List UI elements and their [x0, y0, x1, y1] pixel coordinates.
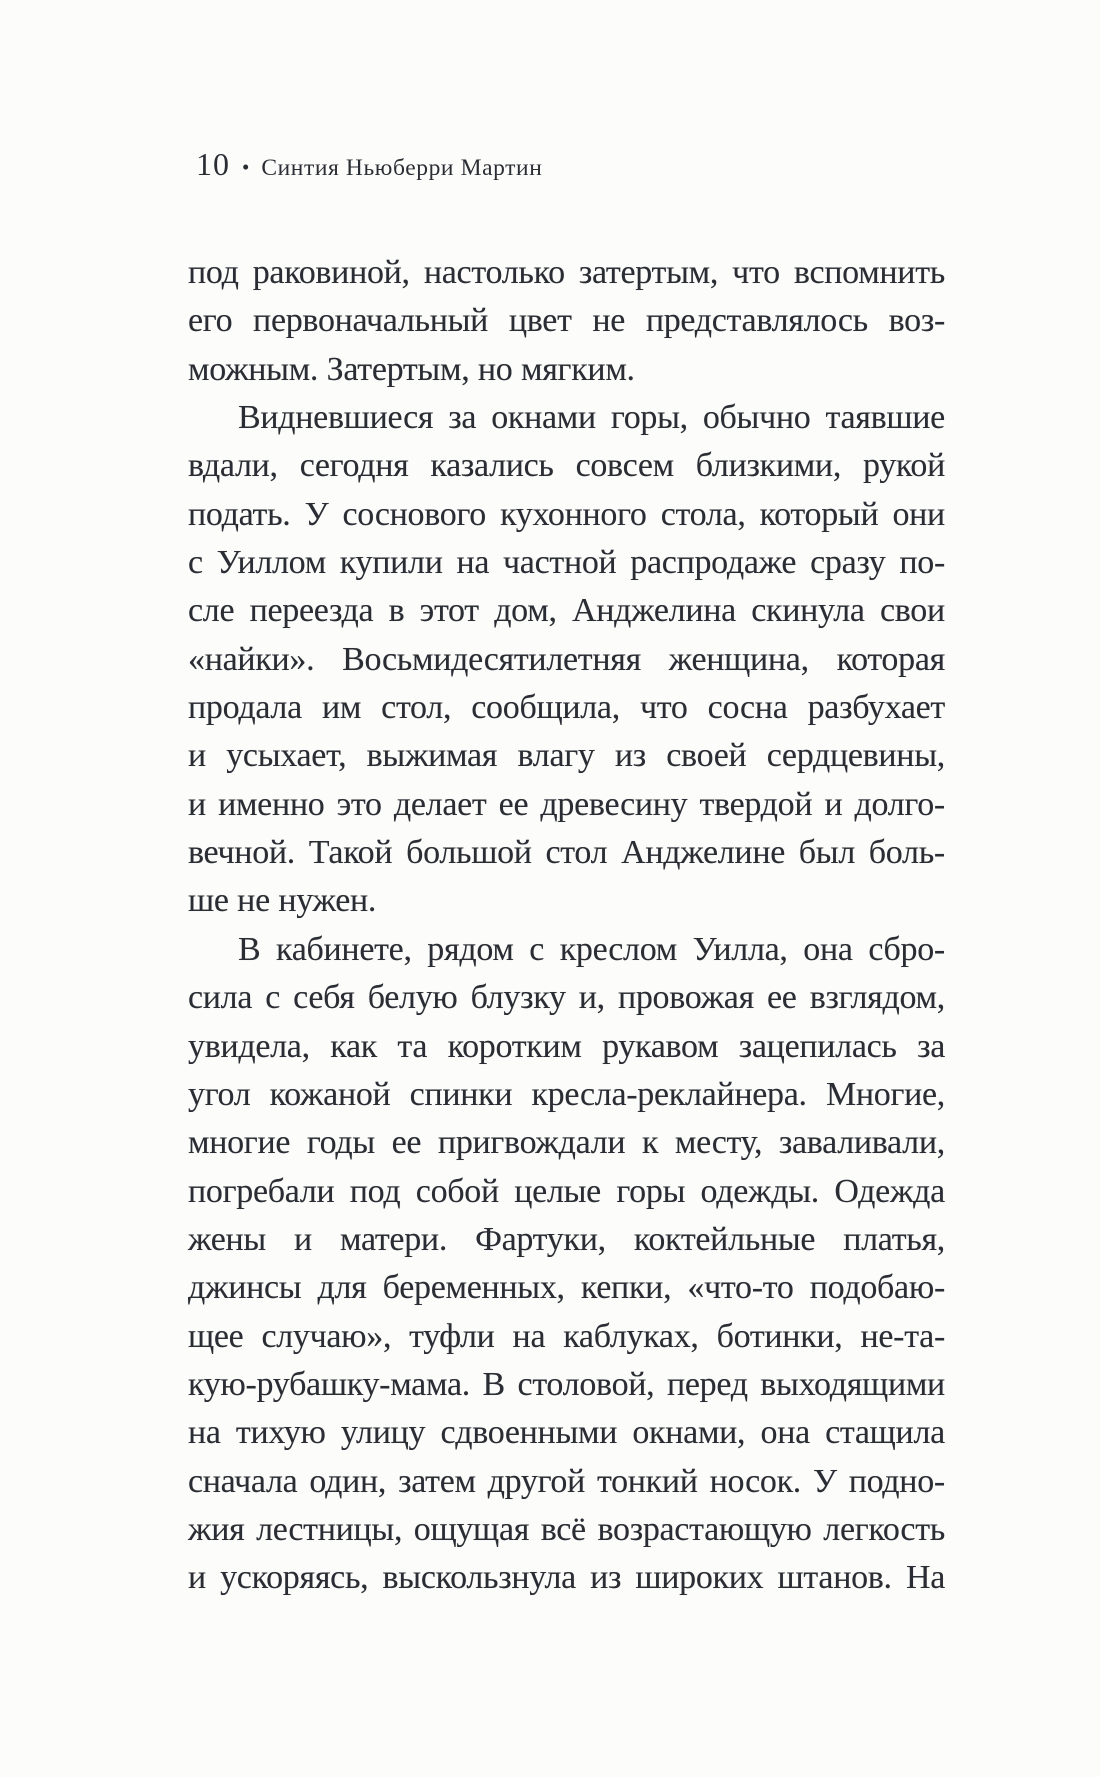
- word: ощущая: [413, 1510, 530, 1548]
- word: своей: [666, 737, 747, 775]
- word: на: [188, 1414, 221, 1452]
- word: коктейльные: [633, 1220, 816, 1258]
- text-line: [188, 1119, 945, 1167]
- word: носок.: [709, 1462, 801, 1500]
- word: «найки».: [188, 640, 315, 678]
- word: ботинки,: [716, 1317, 843, 1355]
- text-line: [188, 1071, 945, 1119]
- text-line: [188, 491, 945, 539]
- word: сообщила,: [471, 689, 620, 727]
- word: Видневшиеся: [238, 399, 434, 437]
- word: Одежда: [834, 1172, 945, 1210]
- word: она: [803, 930, 853, 968]
- word: свои: [880, 592, 945, 630]
- word: продала: [188, 689, 302, 727]
- word: горы,: [610, 399, 688, 437]
- word: распродаже: [630, 544, 797, 582]
- word: совсем: [575, 447, 674, 485]
- word: Анджелине: [621, 834, 786, 872]
- word: для: [317, 1269, 367, 1307]
- text-line: [188, 1361, 945, 1409]
- word: затем: [398, 1462, 476, 1500]
- word: беременных,: [382, 1269, 565, 1307]
- word: одежды.: [700, 1172, 819, 1210]
- word: месту,: [674, 1124, 763, 1162]
- word: боль-: [868, 834, 945, 872]
- text-line: [188, 732, 945, 780]
- word: обычно: [702, 399, 811, 437]
- word: твердой: [699, 785, 813, 823]
- word: к: [641, 1124, 659, 1162]
- word: купили: [339, 544, 443, 582]
- word: В: [482, 1365, 505, 1403]
- word: окнами,: [632, 1414, 746, 1452]
- word: жия: [188, 1510, 245, 1548]
- word: лестницы,: [256, 1510, 403, 1548]
- word: кую-рубашку-мама.: [188, 1365, 470, 1403]
- word: многие: [188, 1124, 291, 1162]
- word: нужен.: [278, 882, 377, 920]
- word: частной: [503, 544, 617, 582]
- word: блузку: [470, 979, 566, 1017]
- text-line: [188, 926, 945, 974]
- word: за: [917, 1027, 945, 1065]
- page-number: 10: [196, 146, 230, 182]
- word: стол: [545, 834, 608, 872]
- word: пригвождали: [437, 1124, 626, 1162]
- word: провожая: [617, 979, 754, 1017]
- word: раковиной,: [252, 254, 410, 291]
- word: воз-: [888, 302, 945, 340]
- word: долго-: [854, 785, 945, 823]
- text-line: [188, 1168, 945, 1216]
- word: возрастающую: [597, 1510, 812, 1548]
- word: они: [892, 495, 945, 533]
- word: собой: [415, 1172, 499, 1210]
- word: Такой: [308, 834, 393, 872]
- word: рядом: [427, 930, 514, 968]
- word: вдали,: [188, 447, 278, 485]
- word: сле: [188, 592, 235, 630]
- text-line: [188, 1409, 945, 1457]
- text-line: [188, 1554, 945, 1602]
- text-line: [188, 346, 945, 394]
- word: ее: [498, 785, 529, 823]
- word: легкость: [823, 1510, 945, 1548]
- word: в: [388, 592, 405, 630]
- word: но: [477, 350, 513, 388]
- word: с: [188, 544, 203, 582]
- paragraph-2: [188, 394, 945, 926]
- word: это: [336, 785, 382, 823]
- word: и: [824, 785, 843, 823]
- word: жены: [188, 1220, 266, 1258]
- word: с: [529, 930, 545, 968]
- word: сдвоенными: [440, 1414, 618, 1452]
- text-line: [188, 1264, 945, 1312]
- word: как: [330, 1027, 377, 1065]
- word: сегодня: [299, 447, 409, 485]
- word: кухонного: [500, 495, 647, 533]
- word: дом,: [494, 592, 557, 630]
- text-line: [188, 1506, 945, 1554]
- word: выскользнула: [382, 1559, 576, 1597]
- word: таявшие: [825, 399, 945, 437]
- word: на: [456, 544, 490, 582]
- word: В: [238, 930, 261, 968]
- word: усыхает,: [226, 737, 347, 775]
- page-body: [188, 249, 945, 1603]
- paragraph-1: [188, 249, 945, 394]
- word: не: [592, 302, 626, 340]
- word: У: [812, 1462, 837, 1500]
- word: погребали: [188, 1172, 335, 1210]
- word: улицу: [340, 1414, 426, 1452]
- word: и: [294, 1220, 312, 1258]
- text-line: [188, 249, 945, 297]
- word: за: [448, 399, 477, 437]
- word: один,: [309, 1462, 387, 1500]
- word: зацепилась: [738, 1027, 897, 1065]
- word: кепки,: [580, 1269, 672, 1307]
- word: первоначальный: [253, 302, 489, 340]
- word: белую: [367, 979, 458, 1017]
- word: представлялось: [645, 302, 868, 340]
- word: выходящими: [760, 1365, 945, 1403]
- word: по-: [899, 544, 945, 582]
- word: годы: [306, 1124, 375, 1162]
- word: тонкий: [596, 1462, 698, 1500]
- word: На: [905, 1559, 945, 1597]
- word: щее: [188, 1317, 244, 1355]
- word: кабинете,: [276, 930, 412, 968]
- word: Многие,: [825, 1075, 945, 1113]
- word: горы: [616, 1172, 686, 1210]
- word: случаю»,: [261, 1317, 392, 1355]
- word: можным.: [188, 350, 319, 388]
- running-header: [196, 144, 542, 184]
- word: под: [188, 254, 239, 291]
- word: затертым,: [578, 254, 719, 291]
- text-line: [188, 539, 945, 587]
- text-line: [188, 297, 945, 345]
- text-line: [188, 1023, 945, 1071]
- text-line: [188, 442, 945, 490]
- word: стащила: [825, 1414, 945, 1452]
- word: перед: [666, 1365, 748, 1403]
- word: на: [512, 1317, 546, 1355]
- word: креслом: [559, 930, 677, 968]
- word: этот: [419, 592, 479, 630]
- word: переезда: [249, 592, 374, 630]
- word: вспомнить: [793, 254, 945, 291]
- text-line: [188, 877, 945, 925]
- word: что: [732, 254, 780, 291]
- word: «что-то: [687, 1269, 794, 1307]
- word: женщина,: [668, 640, 809, 678]
- word: взглядом,: [809, 979, 945, 1017]
- word: платья,: [843, 1220, 945, 1258]
- word: которая: [836, 640, 945, 678]
- word: сбро-: [868, 930, 945, 968]
- word: ее: [767, 979, 797, 1017]
- bullet-separator-icon: •: [242, 155, 250, 179]
- word: соснового: [342, 495, 486, 533]
- word: стола,: [660, 495, 746, 533]
- word: настолько: [423, 254, 565, 291]
- word: ее: [391, 1124, 422, 1162]
- word: спинки: [409, 1075, 513, 1113]
- word: подно-: [848, 1462, 945, 1500]
- word: всё: [540, 1510, 586, 1548]
- word: туфли: [409, 1317, 495, 1355]
- word: подать.: [188, 495, 291, 533]
- text-line: [188, 684, 945, 732]
- word: увидела,: [188, 1027, 310, 1065]
- word: окнами: [491, 399, 596, 437]
- word: рукой: [862, 447, 945, 485]
- text-line: [188, 587, 945, 635]
- word: близкими,: [695, 447, 842, 485]
- text-line: [188, 974, 945, 1022]
- word: влагу: [517, 737, 595, 775]
- word: сразу: [810, 544, 886, 582]
- word: ше: [188, 882, 229, 920]
- word: сосна: [707, 689, 788, 727]
- word: разбухает: [807, 689, 945, 727]
- word: У: [304, 495, 329, 533]
- word: выжимая: [366, 737, 498, 775]
- word: делает: [393, 785, 487, 823]
- word: что: [639, 689, 688, 727]
- text-line: [188, 1313, 945, 1361]
- text-line: [188, 394, 945, 442]
- word: с: [265, 979, 281, 1017]
- word: его: [188, 302, 233, 340]
- word: себя: [293, 979, 355, 1017]
- paragraph-3: [188, 926, 945, 1603]
- word: тихую: [235, 1414, 326, 1452]
- word: цвет: [508, 302, 572, 340]
- word: широких: [635, 1559, 764, 1597]
- word: столовой,: [517, 1365, 655, 1403]
- text-line: [188, 1458, 945, 1506]
- word: древесину: [540, 785, 688, 823]
- word: из: [614, 737, 646, 775]
- word: Уиллом: [216, 544, 326, 582]
- text-line: [188, 829, 945, 877]
- word: который: [759, 495, 879, 533]
- word: заваливали,: [778, 1124, 945, 1162]
- word: та: [397, 1027, 428, 1065]
- text-line: [188, 1216, 945, 1264]
- word: под: [349, 1172, 401, 1210]
- word: угол: [188, 1075, 251, 1113]
- word: сердцевины,: [766, 737, 945, 775]
- word: она: [760, 1414, 810, 1452]
- word: каблуках,: [563, 1317, 699, 1355]
- word: стол,: [381, 689, 452, 727]
- word: казались: [430, 447, 554, 485]
- word: был: [798, 834, 856, 872]
- word: кожаной: [269, 1075, 391, 1113]
- word: Уилла,: [692, 930, 788, 968]
- word: им: [321, 689, 362, 727]
- word: именно: [218, 785, 325, 823]
- text-line: [188, 781, 945, 829]
- word: не-та-: [860, 1317, 945, 1355]
- word: и: [188, 785, 206, 823]
- word: штанов.: [777, 1559, 892, 1597]
- word: вечной.: [188, 834, 295, 872]
- word: Фартуки,: [475, 1220, 606, 1258]
- word: матери.: [339, 1220, 448, 1258]
- word: сначала: [188, 1462, 298, 1500]
- word: джинсы: [188, 1269, 302, 1307]
- word: скинула: [751, 592, 865, 630]
- word: ускоряясь,: [220, 1559, 369, 1597]
- word: сила: [188, 979, 253, 1017]
- word: другой: [487, 1462, 586, 1500]
- word: подобаю-: [809, 1269, 945, 1307]
- word: и,: [578, 979, 605, 1017]
- word: Затертым,: [326, 350, 470, 388]
- word: из: [590, 1559, 622, 1597]
- word: Анджелина: [571, 592, 736, 630]
- author-name: Синтия Ньюберри Мартин: [261, 155, 543, 181]
- word: и: [188, 737, 206, 775]
- word: рукавом: [602, 1027, 719, 1065]
- word: коротким: [447, 1027, 582, 1065]
- word: мягким.: [521, 350, 635, 388]
- word: Восьмидесятилетняя: [342, 640, 641, 678]
- word: целые: [514, 1172, 601, 1210]
- word: кресла-реклайнера.: [531, 1075, 807, 1113]
- word: большой: [406, 834, 532, 872]
- word: не: [237, 882, 270, 920]
- word: и: [188, 1559, 206, 1597]
- text-line: [188, 636, 945, 684]
